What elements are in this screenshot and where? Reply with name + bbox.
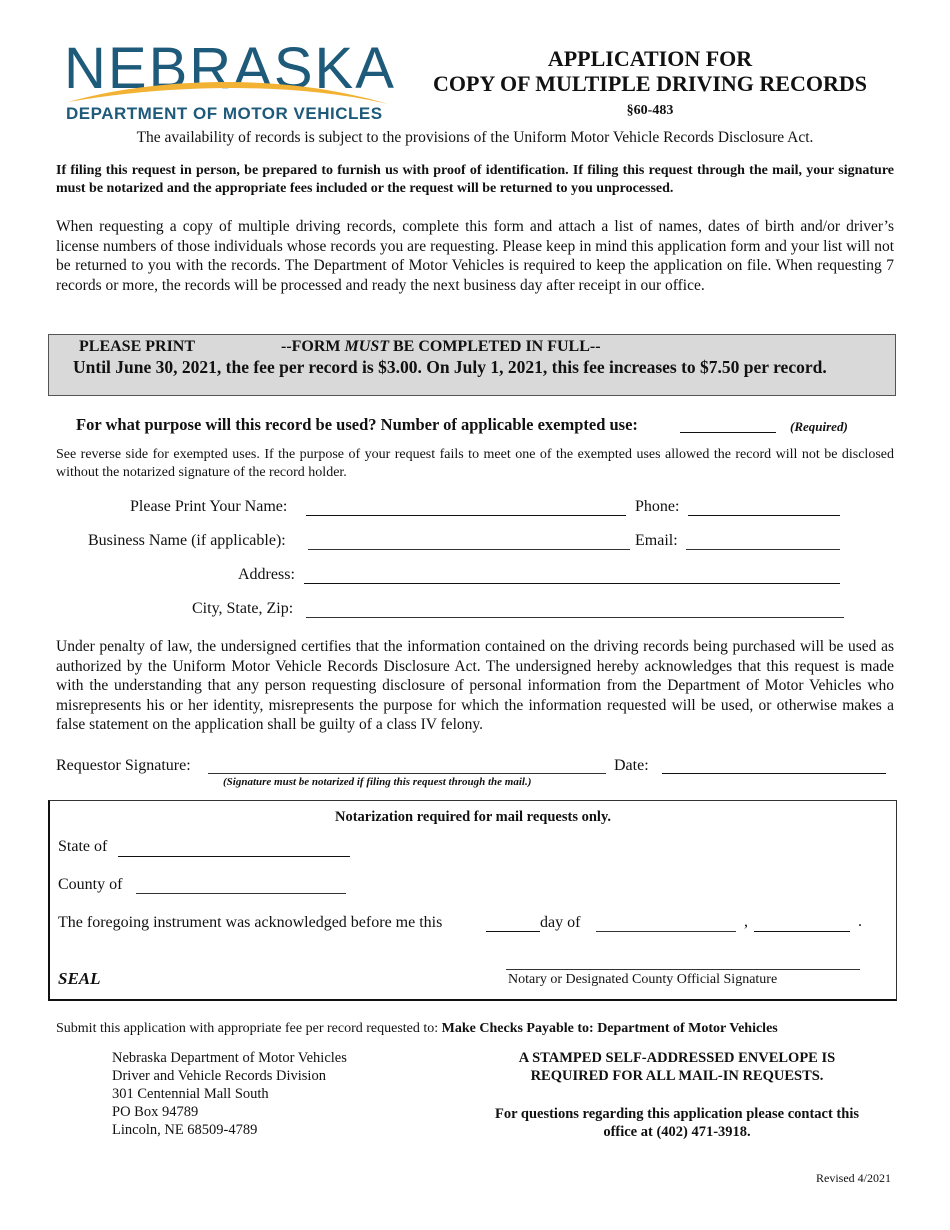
email-field[interactable] bbox=[686, 532, 840, 550]
business-label: Business Name (if applicable): bbox=[88, 532, 286, 549]
contact-info: For questions regarding this application please contact this office at (402) 471-3918. bbox=[494, 1106, 859, 1140]
name-field[interactable] bbox=[306, 498, 626, 516]
statute-reference: §60-483 bbox=[626, 103, 674, 118]
instructions-text: When requesting a copy of multiple driving records, complete this form and attach a list of names, dates of birth and/or driver’s license numbers of those individuals whose records you are requesting. Please keep in mind this application form and your list will not be returned to you with the records. The Department of Motor Vehicles is required to keep the application on file. When requesting 7 records or more, the records will be processed and ready the next business day after receipt in our office. bbox=[56, 218, 894, 294]
city-state-zip-field[interactable] bbox=[306, 600, 844, 618]
date-field[interactable] bbox=[662, 757, 886, 774]
period-mark: . bbox=[858, 913, 862, 930]
page-title: APPLICATION FOR COPY OF MULTIPLE DRIVING RECORDS bbox=[433, 46, 867, 96]
name-label: Please Print Your Name: bbox=[130, 498, 288, 515]
state-of-label: State of bbox=[58, 838, 108, 855]
signature-note: (Signature must be notarized if filing this request through the mail.) bbox=[223, 776, 532, 788]
revision-date: Revised 4/2021 bbox=[816, 1171, 891, 1185]
address-line: Lincoln, NE 68509-4789 bbox=[112, 1122, 258, 1138]
email-label: Email: bbox=[635, 532, 678, 549]
phone-field[interactable] bbox=[688, 498, 840, 516]
acknowledgment-text: The foregoing instrument was acknowledged before me this bbox=[58, 914, 443, 931]
seal-label: SEAL bbox=[58, 969, 101, 988]
comma-separator: , bbox=[744, 913, 748, 930]
filing-warning: If filing this request in person, be prepared to furnish us with proof of identification. If filing this request through the mail, your signature must be notarized and the appropriate fees included or the request will be returned to you unprocessed. bbox=[56, 163, 894, 196]
notary-heading: Notarization required for mail requests only. bbox=[334, 809, 612, 825]
address-line: 301 Centennial Mall South bbox=[112, 1086, 269, 1102]
address-line: Nebraska Department of Motor Vehicles bbox=[112, 1050, 347, 1066]
notary-signature-label: Notary or Designated County Official Signature bbox=[508, 972, 778, 987]
fee-notice-box bbox=[48, 334, 896, 396]
year-field[interactable] bbox=[754, 914, 850, 932]
purpose-question: For what purpose will this record be used? Number of applicable exempted use: bbox=[76, 415, 638, 434]
phone-label: Phone: bbox=[635, 498, 680, 515]
mailing-address bbox=[112, 1049, 347, 1139]
city-state-zip-label: City, State, Zip: bbox=[192, 600, 294, 617]
exempted-use-field[interactable] bbox=[680, 416, 776, 433]
notarization-section bbox=[48, 800, 897, 1001]
day-of-label: day of bbox=[540, 914, 581, 931]
month-field[interactable] bbox=[596, 914, 736, 932]
state-of-field[interactable] bbox=[118, 839, 350, 857]
logo-department: DEPARTMENT OF MOTOR VEHICLES bbox=[66, 104, 383, 123]
submit-instruction: Submit this application with appropriate fee per record requested to: Make Checks Payable to: Department of Motor Vehicles bbox=[56, 1021, 778, 1036]
dmv-logo bbox=[62, 36, 396, 124]
requestor-signature-label: Requestor Signature: bbox=[56, 757, 191, 774]
please-print-label: PLEASE PRINT bbox=[79, 338, 196, 355]
envelope-requirement: A STAMPED SELF-ADDRESSED ENVELOPE IS REQUIRED FOR ALL MAIL-IN REQUESTS. bbox=[518, 1050, 836, 1084]
certification-text: Under penalty of law, the undersigned certifies that the information contained on the driving records being purchased will be used as authorized by the Uniform Motor Vehicle Records Disclosure Act. The undersigned hereby acknowledges that this request is made with the understanding that any person requesting disclosure of personal information from the Department of Motor Vehicles who misrepresents his or her identity, misrepresents the purpose for which the information requested will be used, or otherwise makes a false statement on the application shall be guilty of a class IV felony. bbox=[56, 638, 894, 733]
date-label: Date: bbox=[614, 757, 649, 774]
availability-text: The availability of records is subject to the provisions of the Uniform Motor Vehicle Records Disclosure Act. bbox=[136, 129, 814, 146]
day-field[interactable] bbox=[486, 914, 540, 932]
required-label: (Required) bbox=[790, 419, 848, 434]
address-line: Driver and Vehicle Records Division bbox=[112, 1068, 326, 1084]
address-field[interactable] bbox=[304, 566, 840, 584]
logo-swoosh-icon bbox=[62, 68, 392, 108]
address-label: Address: bbox=[238, 566, 295, 583]
notary-signature-field[interactable] bbox=[506, 951, 860, 970]
county-of-field[interactable] bbox=[136, 876, 346, 894]
address-line: PO Box 94789 bbox=[112, 1104, 199, 1120]
form-must-complete: --FORM MUST BE COMPLETED IN FULL-- bbox=[281, 338, 601, 355]
exempted-uses-note: See reverse side for exempted uses. If the purpose of your request fails to meet one of the exempted uses allowed the record will not be disclosed without the notarized signature of the record holder. bbox=[56, 447, 894, 480]
fee-text: Until June 30, 2021, the fee per record is $3.00. On July 1, 2021, this fee increases to $7.50 per record. bbox=[73, 357, 827, 377]
requestor-signature-field[interactable] bbox=[208, 757, 606, 774]
business-field[interactable] bbox=[308, 532, 630, 550]
county-of-label: County of bbox=[58, 876, 123, 893]
logo-state-name: NEBRASKA bbox=[64, 36, 396, 101]
